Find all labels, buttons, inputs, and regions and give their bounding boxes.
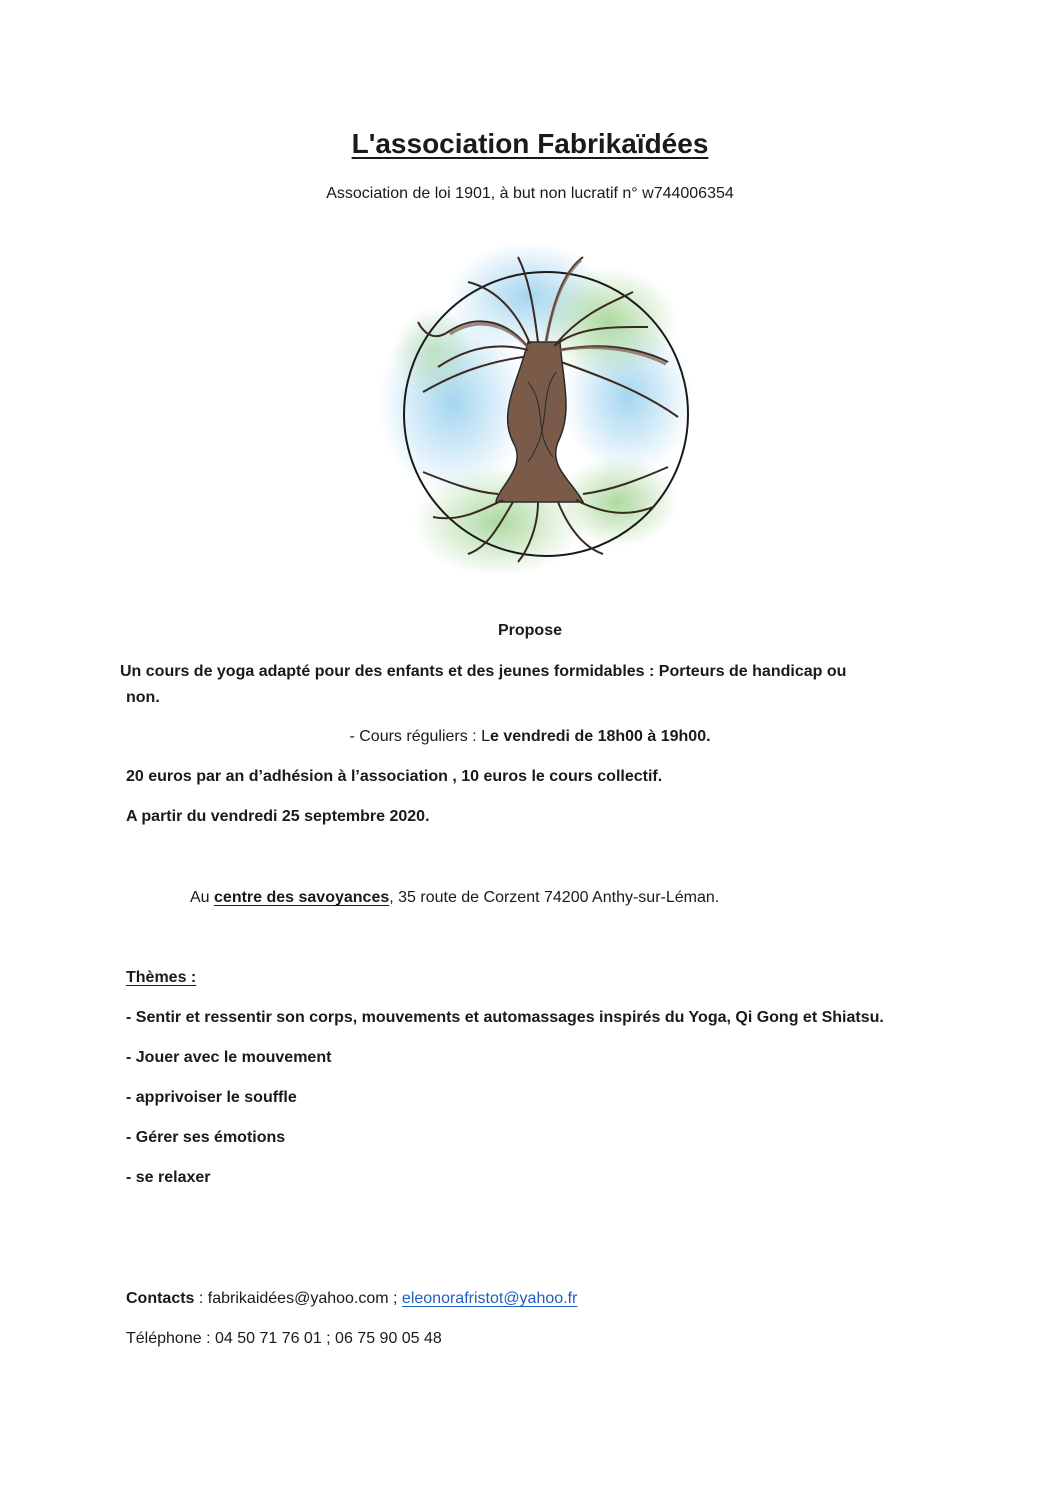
schedule-prefix: - Cours réguliers : L — [349, 728, 490, 745]
themes-heading: Thèmes : — [126, 969, 197, 986]
pricing-text: 20 euros par an d’adhésion à l’association , 10 euros le cours collectif. — [126, 768, 663, 785]
location-line — [190, 886, 719, 910]
contacts-label: Contacts — [126, 1290, 195, 1307]
theme-item: - Sentir et ressentir son corps, mouvements et automassages inspirés du Yoga, Qi Gong et Shiatsu. — [126, 1009, 884, 1026]
contacts-separator: : — [194, 1290, 208, 1307]
schedule-time: e vendredi de 18h00 à 19h00. — [489, 728, 711, 745]
theme-item: - Jouer avec le mouvement — [126, 1049, 332, 1066]
phone-line: Téléphone : 04 50 71 76 01 ; 06 75 90 05 48 — [126, 1330, 442, 1347]
location-place: centre des savoyances — [214, 889, 390, 906]
theme-item: - Gérer ses émotions — [126, 1129, 286, 1146]
schedule-line — [0, 725, 1060, 749]
theme-item: - se relaxer — [126, 1169, 211, 1186]
start-date-text: A partir du vendredi 25 septembre 2020. — [126, 808, 430, 825]
location-address: , 35 route de Corzent 74200 Anthy-sur-Léman. — [389, 889, 720, 906]
theme-item: - apprivoiser le souffle — [126, 1089, 297, 1106]
contact-email-link[interactable]: eleonorafristot@yahoo.fr — [401, 1290, 578, 1307]
page-title: L'association Fabrikaïdées — [351, 128, 709, 159]
location-prefix: Au — [190, 889, 215, 906]
association-registration: Association de loi 1901, à but non lucratif n° w744006354 — [326, 185, 734, 202]
contact-email-1: fabrikaidées@yahoo.com ; — [207, 1290, 402, 1307]
tree-of-life-icon — [378, 232, 698, 572]
offer-heading: Propose — [497, 622, 562, 639]
offer-description-line2: non. — [126, 689, 160, 706]
offer-description-line1: Un cours de yoga adapté pour des enfants et des jeunes formidables : Porteurs de handicap ou — [120, 663, 847, 680]
contacts-line — [126, 1287, 577, 1311]
